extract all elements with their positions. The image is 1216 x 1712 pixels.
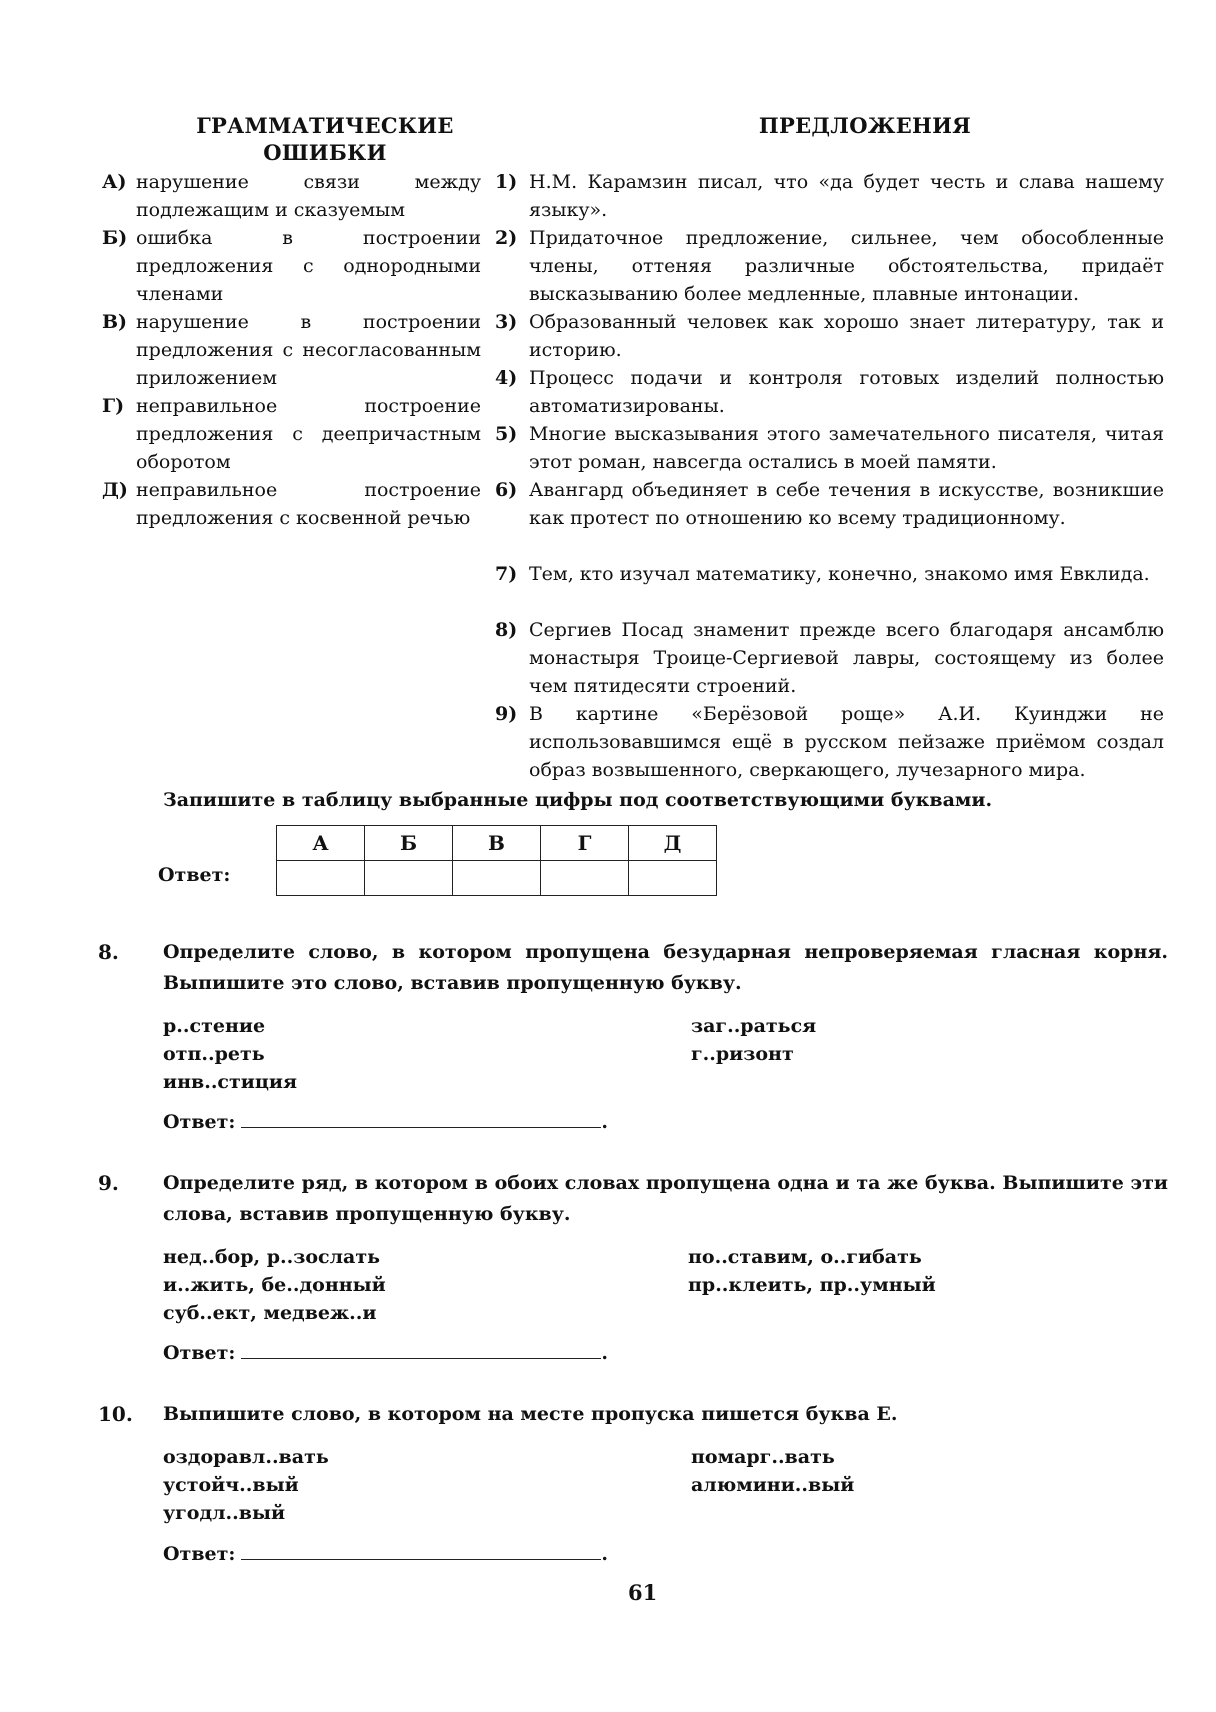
error-text: неправильное построение предложения с косвенной речью [136, 479, 481, 529]
word-option: инв..стиция [163, 1071, 298, 1093]
sentence-item-8 [495, 616, 1164, 700]
sentence-text: Сергиев Посад знаменит прежде всего благодаря ансамблю монастыря Троице-Сергиевой лавры, состоящему из более чем пятидесяти строений. [529, 619, 1164, 697]
answer-label: Ответ: [163, 1543, 236, 1565]
answer-table-header-row [277, 826, 717, 861]
sentence-item-6 [495, 476, 1164, 532]
answer-blank[interactable] [241, 1105, 601, 1128]
word-option: заг..раться [691, 1015, 817, 1037]
sentence-item-1 [495, 168, 1164, 224]
sentence-number: 1) [495, 171, 518, 193]
error-letter: Б) [102, 227, 128, 249]
word-option: угодл..вый [163, 1502, 286, 1524]
sentence-number: 8) [495, 619, 518, 641]
error-item-g [102, 392, 481, 476]
word-option: и..жить, бе..донный [163, 1274, 386, 1296]
task-number: 10. [98, 1402, 133, 1426]
task-number: 8. [98, 940, 119, 964]
error-item-a [102, 168, 481, 224]
answer-period: . [601, 1342, 609, 1364]
error-item-v [102, 308, 481, 392]
word-option: суб..ект, медвеж..и [163, 1302, 377, 1324]
answer-label: Ответ: [163, 1111, 236, 1133]
error-text: нарушение связи между подлежащим и сказуемым [136, 171, 481, 221]
word-option: отп..реть [163, 1043, 265, 1065]
sentence-text: Многие высказывания этого замечательного писателя, читая этот роман, навсегда остались в моей памяти. [529, 423, 1164, 473]
sentence-number: 2) [495, 227, 518, 249]
word-option: нед..бор, р..зослать [163, 1246, 381, 1268]
answer-label: Ответ: [158, 864, 231, 886]
sentence-item-7 [495, 560, 1164, 588]
task-words-right [688, 1243, 936, 1299]
answer-blank[interactable] [241, 1537, 601, 1560]
table-instruction: Запишите в таблицу выбранные цифры под соответствующими буквами. [163, 789, 993, 811]
task-answer-line[interactable] [163, 1105, 608, 1136]
sentence-number: 3) [495, 311, 518, 333]
sentence-item-9 [495, 700, 1164, 784]
sentence-text: Н.М. Карамзин писал, что «да будет честь и слава нашему языку». [529, 171, 1164, 221]
sentence-item-5 [495, 420, 1164, 476]
answer-letter-cell: А [277, 826, 365, 861]
errors-column-header: ГРАММАТИЧЕСКИЕ ОШИБКИ [196, 113, 454, 165]
sentence-number: 9) [495, 703, 518, 725]
word-option: помарг..вать [691, 1446, 835, 1468]
error-letter: А) [102, 171, 127, 193]
answer-input-cell[interactable] [629, 861, 717, 896]
sentence-number: 4) [495, 367, 518, 389]
sentence-item-4 [495, 364, 1164, 420]
answer-input-cell[interactable] [365, 861, 453, 896]
task-answer-line[interactable] [163, 1336, 608, 1367]
answer-table [276, 825, 717, 896]
error-letter: Г) [102, 395, 125, 417]
task-words-left [163, 1012, 297, 1096]
answer-input-cell[interactable] [453, 861, 541, 896]
sentence-number: 7) [495, 563, 518, 585]
page-number: 61 [628, 1580, 658, 1605]
sentence-text: Процесс подачи и контроля готовых изделий полностью автоматизированы. [529, 367, 1164, 417]
answer-period: . [601, 1543, 609, 1565]
answer-label: Ответ: [163, 1342, 236, 1364]
word-option: алюмини..вый [691, 1474, 855, 1496]
error-text: неправильное построение предложения с деепричастным оборотом [136, 395, 481, 473]
error-text: ошибка в построении предложения с однородными членами [136, 227, 481, 305]
answer-blank[interactable] [241, 1336, 601, 1359]
word-option: по..ставим, о..гибать [688, 1246, 922, 1268]
sentence-text: Придаточное предложение, сильнее, чем обособленные члены, оттеняя различные обстоятельства, придаёт высказыванию более медленные, плавные интонации. [529, 227, 1164, 305]
answer-letter-cell: Г [541, 826, 629, 861]
error-letter: Д) [102, 479, 128, 501]
task-words-right [691, 1443, 854, 1499]
task-words-left [163, 1443, 329, 1527]
task-text: Определите слово, в котором пропущена безударная непроверяемая гласная корня. Выпишите это слово, вставив пропущенную букву. [163, 941, 1168, 994]
word-option: оздоравл..вать [163, 1446, 329, 1468]
answer-table-input-row [277, 861, 717, 896]
error-text: нарушение в построении предложения с несогласованным приложением [136, 311, 481, 389]
sentence-item-3 [495, 308, 1164, 364]
answer-letter-cell: В [453, 826, 541, 861]
task-words-right [691, 1012, 816, 1068]
task-number: 9. [98, 1171, 119, 1195]
word-option: устойч..вый [163, 1474, 299, 1496]
task-text: Определите ряд, в котором в обоих словах пропущена одна и та же буква. Выпишите эти слова, вставив пропущенную букву. [163, 1172, 1168, 1225]
word-option: пр..клеить, пр..умный [688, 1274, 936, 1296]
sentence-text: Авангард объединяет в себе течения в искусстве, возникшие как протест по отношению ко всему традиционному. [529, 479, 1164, 529]
error-item-d [102, 476, 481, 532]
word-option: г..ризонт [691, 1043, 794, 1065]
sentence-text: Образованный человек как хорошо знает литературу, так и историю. [529, 311, 1164, 361]
error-item-b [102, 224, 481, 308]
task-text: Выпишите слово, в котором на месте пропуска пишется буква Е. [163, 1403, 898, 1425]
sentence-item-2 [495, 224, 1164, 308]
word-option: р..стение [163, 1015, 266, 1037]
sentence-number: 5) [495, 423, 518, 445]
answer-letter-cell: Д [629, 826, 717, 861]
answer-input-cell[interactable] [277, 861, 365, 896]
answer-input-cell[interactable] [541, 861, 629, 896]
sentence-text: Тем, кто изучал математику, конечно, знакомо имя Евклида. [529, 563, 1150, 585]
error-letter: В) [102, 311, 128, 333]
task-words-left [163, 1243, 386, 1327]
sentences-column-header: ПРЕДЛОЖЕНИЯ [758, 113, 972, 138]
answer-period: . [601, 1111, 609, 1133]
task-answer-line[interactable] [163, 1537, 608, 1568]
sentence-number: 6) [495, 479, 518, 501]
answer-letter-cell: Б [365, 826, 453, 861]
sentence-text: В картине «Берёзовой роще» А.И. Куинджи не использовавшимся ещё в русском пейзаже приёмом создал образ возвышенного, сверкающего, лучезарного мира. [529, 703, 1164, 781]
